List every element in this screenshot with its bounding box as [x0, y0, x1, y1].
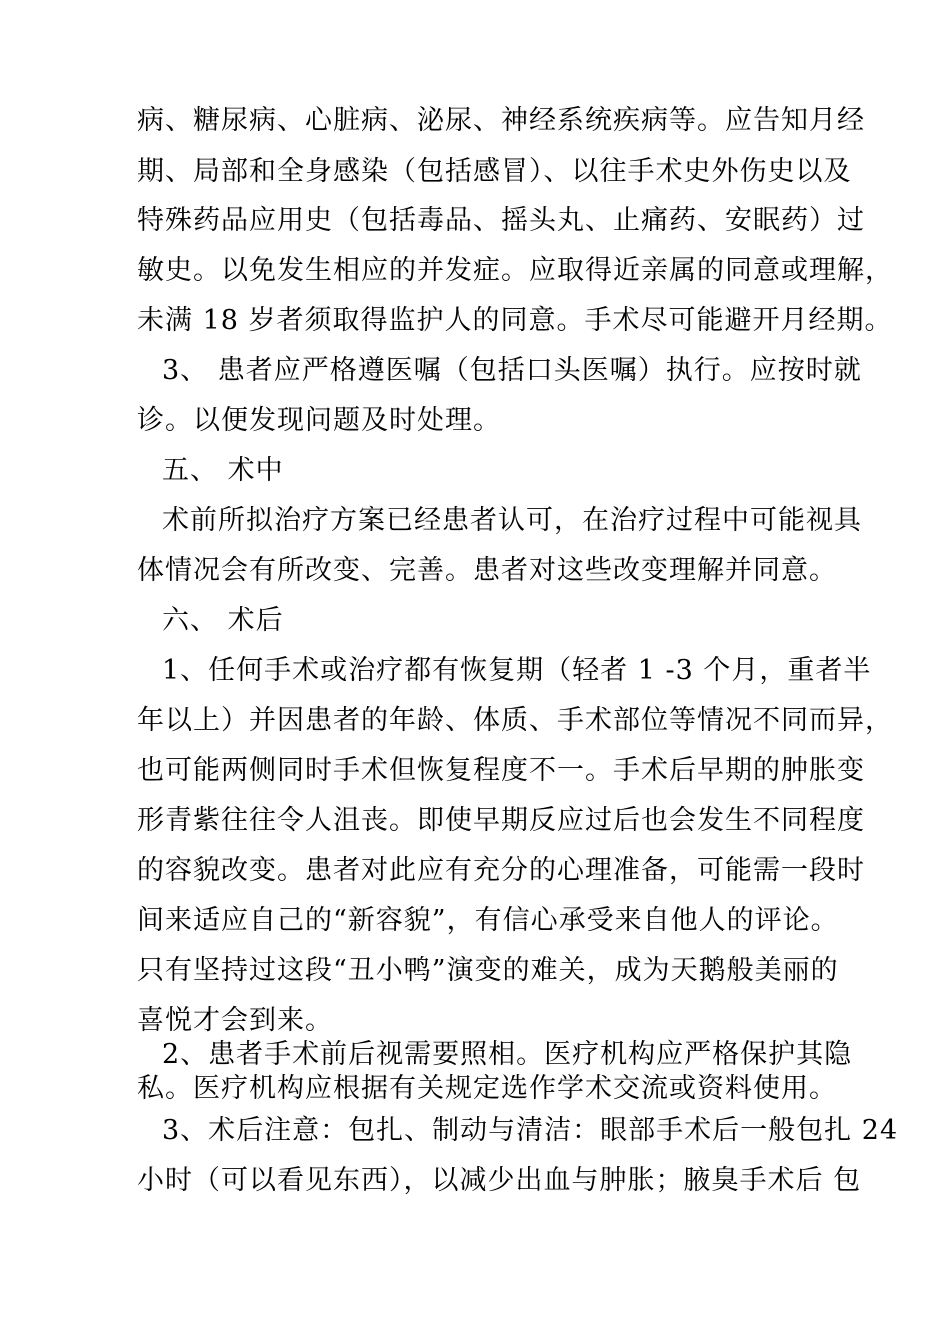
text-line: 1、任何手术或治疗都有恢复期（轻者 1 -3 个月，重者半 [162, 655, 872, 686]
text-line: 只有坚持过这段“丑小鸭”演变的难关，成为天鹅般美丽的 [137, 955, 839, 986]
text-line: 体情况会有所改变、完善。患者对这些改变理解并同意。 [137, 555, 837, 586]
text-line: 2、患者手术前后视需要照相。医疗机构应严格保护其隐 [162, 1039, 853, 1070]
text-line: 病、糖尿病、心脏病、泌尿、神经系统疾病等。应告知月经 [137, 105, 865, 136]
text-line: 形青紫往往令人沮丧。即使早期反应过后也会发生不同程度 [137, 805, 865, 836]
text-line: 3、术后注意：包扎、制动与清洁：眼部手术后一般包扎 24 [162, 1115, 899, 1146]
text-line: 诊。以便发现问题及时处理。 [137, 405, 501, 436]
text-line: 期、局部和全身感染（包括感冒）、以往手术史外伤史以及 [137, 156, 852, 187]
text-line: 未满 18 岁者须取得监护人的同意。手术尽可能避开月经期。 [137, 305, 893, 336]
text-line: 私。医疗机构应根据有关规定选作学术交流或资料使用。 [137, 1073, 837, 1104]
text-line: 敏史。以免发生相应的并发症。应取得近亲属的同意或理解， [137, 255, 893, 286]
text-line: 年以上）并因患者的年龄、体质、手术部位等情况不同而异， [137, 705, 893, 736]
text-line: 术前所拟治疗方案已经患者认可，在治疗过程中可能视具 [162, 505, 862, 536]
section-heading: 六、 术后 [162, 605, 284, 636]
text-line: 特殊药品应用史（包括毒品、摇头丸、止痛药、安眠药）过 [137, 205, 865, 236]
text-line: 的容貌改变。患者对此应有充分的心理准备，可能需一段时 [137, 855, 865, 886]
text-line: 也可能两侧同时手术但恢复程度不一。手术后早期的肿胀变 [137, 755, 865, 786]
text-line: 小时（可以看见东西），以减少出血与肿胀；腋臭手术后 包 [137, 1165, 862, 1196]
text-line: 3、 患者应严格遵医嘱（包括口头医嘱）执行。应按时就 [162, 355, 862, 386]
text-line: 间来适应自己的“新容貌”，有信心承受来自他人的评论。 [137, 905, 839, 936]
section-heading: 五、 术中 [162, 455, 284, 486]
text-line: 喜悦才会到来。 [137, 1005, 333, 1036]
